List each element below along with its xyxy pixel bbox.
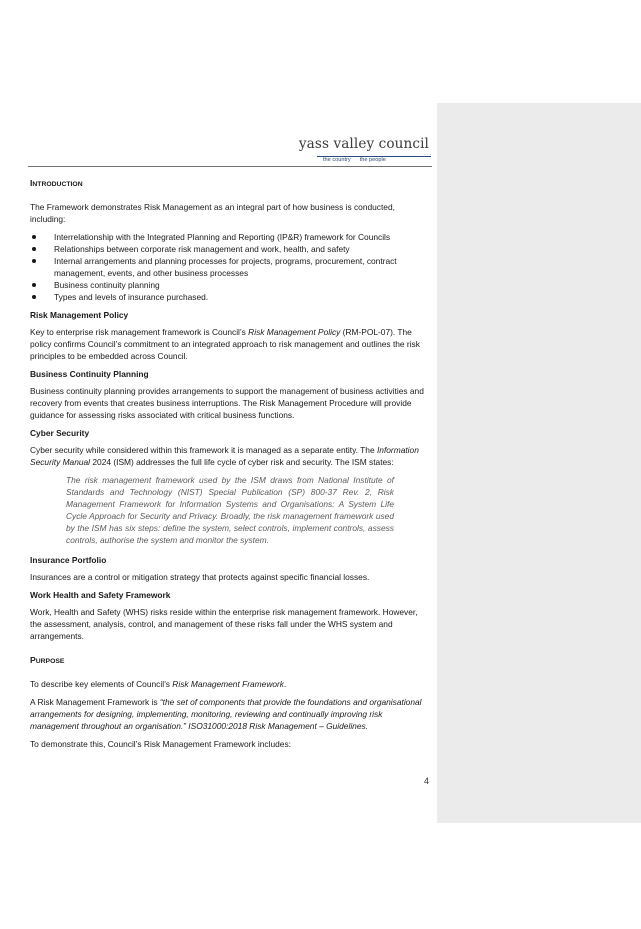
introduction-heading: INTRODUCTION bbox=[30, 178, 83, 188]
logo-tag-right: the people bbox=[359, 157, 386, 163]
document-body bbox=[30, 177, 426, 756]
risk-policy-heading: Risk Management Policy bbox=[30, 310, 129, 320]
logo-tag-left: the country bbox=[323, 157, 351, 163]
purpose-paragraph-2: A Risk Management Framework is “the set of components that provide the foundations and organisational arrangements for designing, implementing, monitoring, reviewing and continually improving risk management throughout an organisation.” ISO31000:2018 Risk Management – Guidelines. bbox=[30, 697, 422, 731]
logo-wordmark: yass valley council bbox=[298, 136, 429, 152]
purpose-heading: PURPOSE bbox=[30, 655, 65, 665]
whs-paragraph: Work, Health and Safety (WHS) risks reside within the enterprise risk management framework. However, the assessment, analysis, control, and management of these risks fall under the WHS system and arrangements. bbox=[30, 607, 418, 641]
header-divider bbox=[28, 166, 432, 167]
continuity-heading: Business Continuity Planning bbox=[30, 369, 149, 379]
list-item: Relationships between corporate risk management and work, health, and safety bbox=[30, 243, 426, 255]
introduction-lead: The Framework demonstrates Risk Management as an integral part of how business is conducted, including: bbox=[30, 202, 395, 224]
purpose-paragraph-1: To describe key elements of Council’s Risk Management Framework. bbox=[30, 679, 287, 689]
risk-policy-paragraph: Key to enterprise risk management framework is Council’s Risk Management Policy (RM-POL-07). The policy confirms Council’s commitment to an integrated approach to risk management and outlines the risk principles to be embedded across Council. bbox=[30, 327, 420, 361]
comments-pane bbox=[437, 103, 641, 823]
introduction-list bbox=[30, 231, 426, 303]
cyber-paragraph: Cyber security while considered within this framework it is managed as a separate entity. The Information Security Manual 2024 (ISM) addresses the full life cycle of cyber risk and security. The ISM states: bbox=[30, 445, 419, 467]
page-number: 4 bbox=[424, 776, 430, 786]
list-item: Internal arrangements and planning processes for projects, programs, procurement, contract management, events, and other business processes bbox=[30, 255, 426, 279]
ism-quote: The risk management framework used by the ISM draws from National Institute of Standards and Technology (NIST) Special Publication (SP) 800-37 Rev. 2, Risk Management Framework for Information Systems and Organisations: A System Life Cycle Approach for Security and Privacy. Broadly, the risk management framework used by the ISM has six steps: define the system, select controls, implement controls, assess controls, authorise the system and monitor the system. bbox=[66, 475, 394, 545]
whs-heading: Work Health and Safety Framework bbox=[30, 590, 171, 600]
cyber-heading: Cyber Security bbox=[30, 428, 90, 438]
insurance-paragraph: Insurances are a control or mitigation strategy that protects against specific financial losses. bbox=[30, 572, 370, 582]
insurance-heading: Insurance Portfolio bbox=[30, 555, 107, 565]
logo-dots-icon: ··· bbox=[424, 152, 432, 158]
continuity-paragraph: Business continuity planning provides arrangements to support the management of business activities and recovery from events that creates business interruptions. The Risk Management Procedure will provide guidance for assessing risks associated with critical business functions. bbox=[30, 386, 424, 420]
purpose-paragraph-3: To demonstrate this, Council’s Risk Management Framework includes: bbox=[30, 739, 291, 749]
council-logo bbox=[298, 136, 433, 166]
list-item: Business continuity planning bbox=[30, 279, 426, 291]
logo-tagline bbox=[323, 157, 395, 163]
list-item: Types and levels of insurance purchased. bbox=[30, 291, 426, 303]
list-item: Interrelationship with the Integrated Planning and Reporting (IP&R) framework for Councils bbox=[30, 231, 426, 243]
